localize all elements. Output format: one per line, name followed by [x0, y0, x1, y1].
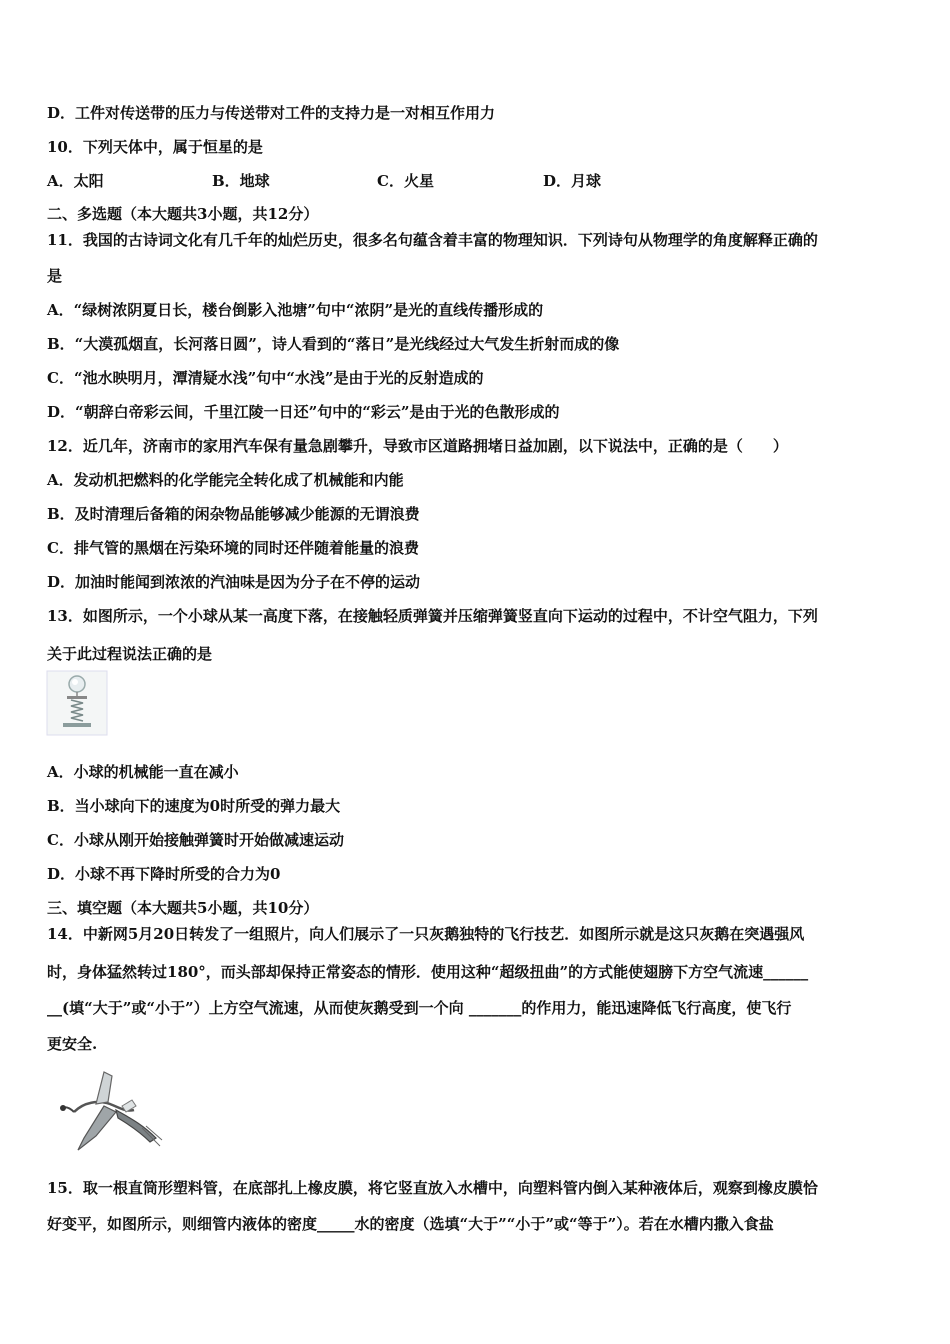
q13-option-a: A．小球的机械能一直在减小 [47, 763, 239, 781]
q13-option-d: D．小球不再下降时所受的合力为0 [47, 865, 281, 883]
q10-stem: 10．下列天体中，属于恒星的是 [47, 138, 263, 156]
q9-option-d: D．工件对传送带的压力与传送带对工件的支持力是一对相互作用力 [47, 104, 496, 122]
q11-stem-line1: 11．我国的古诗词文化有几千年的灿烂历史，很多名句蕴含着丰富的物理知识．下列诗句从物理学的角度解释正确的 [47, 231, 818, 249]
q12-stem: 12．近几年，济南市的家用汽车保有量急剧攀升，导致市区道路拥堵日益加剧，以下说法中，正确的是（ ） [47, 437, 788, 455]
q11-option-c: C．“池水映明月，潭清疑水浅”句中“水浅”是由于光的反射造成的 [47, 369, 484, 387]
q10-option-d: D．月球 [543, 172, 602, 190]
q13-option-b: B．当小球向下的速度为0时所受的弹力最大 [47, 797, 341, 815]
ball-spring-figure-icon [46, 670, 108, 736]
q12-option-a: A．发动机把燃料的化学能完全转化成了机械能和内能 [47, 471, 404, 489]
q13-stem-line2: 关于此过程说法正确的是 [47, 645, 213, 663]
section-3-title: 三、填空题（本大题共5小题，共10分） [47, 899, 319, 917]
q15-line2: 好变平，如图所示，则细管内液体的密度_____水的密度（选填“大于”“小于”或“等于”）。若在水槽内撒入食盐 [47, 1215, 774, 1233]
q10-option-a: A．太阳 [47, 172, 104, 190]
q11-stem-line2: 是 [47, 267, 63, 285]
q10-option-b: B．地球 [212, 172, 270, 190]
q14-line2: 时，身体猛然转过180°，而头部却保持正常姿态的情形．使用这种“超级扭曲”的方式能使翅膀下方空气流速______ [47, 963, 809, 981]
q10-option-c: C．火星 [377, 172, 434, 190]
q11-option-d: D．“朝辞白帝彩云间，千里江陵一日还”句中的“彩云”是由于光的色散形成的 [47, 403, 560, 421]
q12-option-c: C．排气管的黑烟在污染环境的同时还伴随着能量的浪费 [47, 539, 419, 557]
q14-line1: 14．中新网5月20日转发了一组照片，向人们展示了一只灰鹅独特的飞行技艺．如图所示就是这只灰鹅在突遇强风 [47, 925, 805, 943]
q15-line1: 15．取一根直筒形塑料管，在底部扎上橡皮膜，将它竖直放入水槽中，向塑料管内倒入某种液体后，观察到橡皮膜恰 [47, 1179, 818, 1197]
q13-option-c: C．小球从刚开始接触弹簧时开始做减速运动 [47, 831, 344, 849]
section-2-title: 二、多选题（本大题共3小题，共12分） [47, 205, 319, 223]
goose-figure-icon [56, 1066, 166, 1156]
q13-stem-line1: 13．如图所示，一个小球从某一高度下落，在接触轻质弹簧并压缩弹簧竖直向下运动的过程中，不计空气阻力，下列 [47, 607, 818, 625]
q11-option-b: B．“大漠孤烟直，长河落日圆”，诗人看到的“落日”是光线经过大气发生折射而成的像 [47, 335, 620, 353]
q12-option-d: D．加油时能闻到浓浓的汽油味是因为分子在不停的运动 [47, 573, 421, 591]
q11-option-a: A．“绿树浓阴夏日长，楼台倒影入池塘”句中“浓阴”是光的直线传播形成的 [47, 301, 544, 319]
q14-line4: 更安全. [47, 1035, 98, 1053]
q14-line3: __(填“大于”或“小于”）上方空气流速，从而使灰鹅受到一个向 _______的作用力，能迅速降低飞行高度，使飞行 [47, 999, 792, 1017]
q12-option-b: B．及时清理后备箱的闲杂物品能够减少能源的无谓浪费 [47, 505, 420, 523]
